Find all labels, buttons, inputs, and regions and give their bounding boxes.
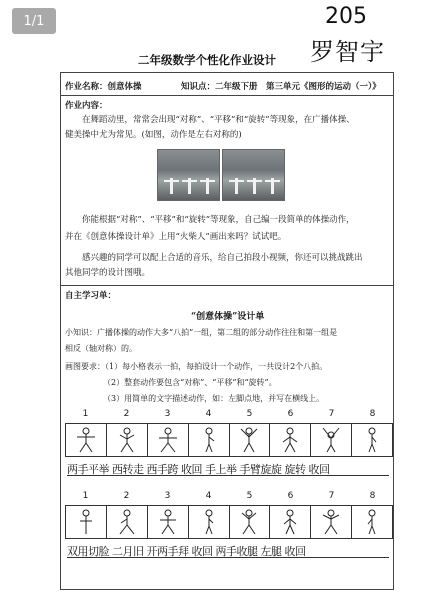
stick-figure-icon — [75, 427, 97, 453]
stick-figure-icon — [116, 427, 138, 453]
intro-line-2: 健美操中尤为常见。(如图，动作是左右对称的) — [65, 130, 242, 140]
stick-figure-cell — [230, 424, 271, 456]
stick-figure-icon — [361, 427, 383, 453]
stick-figure-cell — [311, 506, 352, 538]
homework-name: 作业名称：创意体操 — [65, 82, 142, 92]
stick-figure-icon — [198, 509, 220, 535]
stick-figure-icon — [320, 427, 342, 453]
stick-figure-cell — [352, 424, 392, 456]
exercise-photo-left — [157, 149, 220, 201]
divider — [61, 95, 393, 96]
stick-figure-cell — [107, 506, 148, 538]
stick-figure-cell — [189, 424, 230, 456]
challenge-line-2: 其他同学的设计图哦。 — [65, 268, 151, 278]
stick-figure-cell — [230, 506, 271, 538]
stick-figure-icon — [279, 427, 301, 453]
stick-figure-icon — [361, 509, 383, 535]
content-label: 作业内容： — [65, 101, 108, 111]
worksheet — [60, 72, 394, 590]
divider — [61, 285, 393, 286]
tip-line-1: 小知识：广播体操的动作大多“八拍”一组，第二组的部分动作往往和第一组是 — [65, 328, 338, 337]
task-line-2: 并在《创意体操设计单》上用“火柴人”画出来吗？试试吧。 — [65, 232, 287, 242]
stick-figure-cell — [270, 424, 311, 456]
stick-figure-cell — [352, 506, 392, 538]
row-2-description: 双用切脸 二月旧 开两手拜 收回 两手收腿 左腿 收回 — [67, 545, 306, 558]
stick-figure-icon — [238, 509, 260, 535]
beat-grid-row-1 — [65, 423, 393, 457]
stick-figure-cell — [107, 424, 148, 456]
student-name: 罗智宇 — [310, 38, 385, 66]
stick-figure-cell — [66, 424, 107, 456]
class-number: 205 — [325, 4, 367, 29]
document-title: 二年级数学个性化作业设计 — [138, 53, 276, 67]
intro-line-1: 在舞蹈动里，常常会出现“对称”、“平移”和“旋转”等现象，在广播体操、 — [65, 115, 355, 125]
stick-figure-cell — [189, 506, 230, 538]
beat-grid-row-2 — [65, 505, 393, 539]
stick-figure-icon — [238, 427, 260, 453]
beat-numbers-row-2: 1 2 3 4 5 6 7 8 — [82, 491, 376, 501]
beat-numbers-row-1: 1 2 3 4 5 6 7 8 — [82, 409, 376, 419]
stick-figure-icon — [279, 509, 301, 535]
underline — [67, 557, 389, 558]
stick-figure-cell — [148, 506, 189, 538]
stick-figure-cell — [311, 424, 352, 456]
stick-figure-icon — [198, 427, 220, 453]
stick-figure-icon — [75, 509, 97, 535]
stick-figure-icon — [157, 427, 179, 453]
exercise-photo-right — [222, 149, 285, 201]
page-indicator[interactable]: 1/1 — [12, 8, 56, 34]
requirement-1: 画图要求：（1）每小格表示一拍，每拍设计一个动作，一共设计2个八拍。 — [65, 362, 328, 371]
stick-figure-icon — [320, 509, 342, 535]
stick-figure-cell — [148, 424, 189, 456]
design-sheet-title: “创意体操”设计单 — [191, 312, 265, 322]
requirement-2: （2）整套动作要包含“对称”、“平移”和“旋转”。 — [103, 378, 277, 387]
row-1-description: 两手平举 西转走 西手跨 收回 手上举 手臂旋旋 旋转 收回 — [67, 463, 330, 476]
stick-figure-cell — [270, 506, 311, 538]
underline — [67, 475, 389, 476]
task-line-1: 你能根据“对称”、“平移”和“旋转”等现象，自己编一段简单的体操动作， — [65, 215, 355, 225]
knowledge-point: 知识点：二年级下册 第三单元《图形的运动（一）》 — [181, 82, 381, 92]
stick-figure-icon — [116, 509, 138, 535]
stick-figure-cell — [66, 506, 107, 538]
requirement-3: （3）用简单的文字描述动作，如：左脚点地，并写在横线上。 — [103, 394, 325, 403]
stick-figure-icon — [157, 509, 179, 535]
tip-line-2: 相反（轴对称）的。 — [65, 344, 137, 353]
self-study-label: 自主学习单： — [65, 291, 117, 301]
challenge-line-1: 感兴趣的同学可以配上合适的音乐，给自己拍段小视频，你还可以挑战跳出 — [65, 253, 363, 263]
